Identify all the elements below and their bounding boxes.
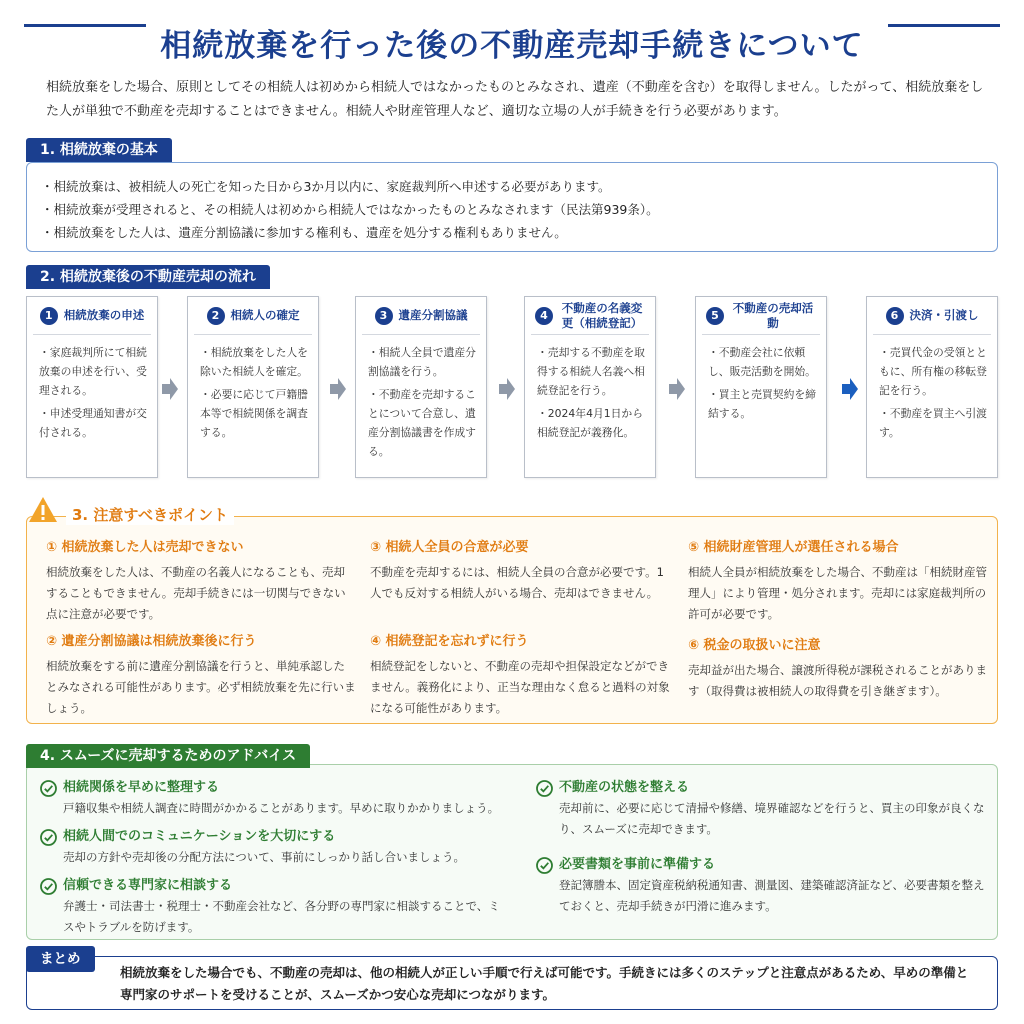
list-item: ・相続放棄をした人は、遺産分割協議に参加する権利も、遺産を処分する権利もありません。 xyxy=(41,225,567,240)
summary-label: まとめ xyxy=(26,946,95,972)
check-circle-icon xyxy=(536,857,553,874)
advice-title: 相続関係を早めに整理する xyxy=(63,780,220,795)
point-heading: ⑤ 相続財産管理人が選任される場合 xyxy=(688,540,899,555)
step-number: 2 xyxy=(207,307,225,325)
advice-body: 戸籍収集や相続人調査に時間がかかることがあります。早めに取りかかりましょう。 xyxy=(63,801,500,815)
point-body: 相続放棄をする前に遺産分割協議を行うと、単純承認したとみなされる可能性があります。必ず相続放棄を先に行いましょう。 xyxy=(46,659,356,715)
advice-heading xyxy=(40,778,510,798)
caution-point-1 xyxy=(46,538,356,625)
advice-item-2 xyxy=(40,827,510,868)
flow-step-1 xyxy=(26,296,158,478)
advice-item-1 xyxy=(40,778,510,819)
check-circle-icon xyxy=(40,878,57,895)
step-header xyxy=(194,297,312,335)
step-line: ・家庭裁判所にて相続放棄の申述を行い、受理される。 xyxy=(39,346,147,397)
caution-point-4 xyxy=(370,632,670,719)
step-line: ・相続放棄をした人を除いた相続人を確定。 xyxy=(200,346,308,378)
point-body: 不動産を売却するには、相続人全員の合意が必要です。1人でも反対する相続人がいる場合、売却はできません。 xyxy=(370,565,664,600)
section1-box xyxy=(26,162,998,252)
step-body xyxy=(525,335,655,442)
advice-item-4 xyxy=(536,778,986,840)
advice-body: 登記簿謄本、固定資産税納税通知書、測量図、建築確認済証など、必要書類を整えておくと、売却手続きが円滑に進みます。 xyxy=(559,878,985,913)
step-body xyxy=(867,335,997,442)
advice-title: 必要書類を事前に準備する xyxy=(559,857,716,872)
step-number: 3 xyxy=(375,307,393,325)
section4-heading: 4. スムーズに売却するためのアドバイス xyxy=(26,744,310,768)
list-item: ・相続放棄は、被相続人の死亡を知った日から3か月以内に、家庭裁判所へ申述する必要があります。 xyxy=(41,179,611,194)
arrow-right-icon xyxy=(499,378,515,400)
section1-list xyxy=(27,163,997,244)
step-title: 遺産分割協議 xyxy=(398,308,468,322)
step-line: ・必要に応じて戸籍謄本等で相続関係を調査する。 xyxy=(200,388,308,439)
step-line: ・不動産を売却することについて合意し、遺産分割協議書を作成する。 xyxy=(368,388,476,458)
step-line: ・2024年4月1日から相続登記が義務化。 xyxy=(537,407,643,439)
step-line: ・買主と売買契約を締結する。 xyxy=(708,388,816,420)
step-number: 1 xyxy=(40,307,58,325)
step-line: ・売買代金の受領とともに、所有権の移転登記を行う。 xyxy=(879,346,987,397)
warning-icon xyxy=(28,496,58,524)
caution-point-6 xyxy=(688,636,988,702)
step-number: 5 xyxy=(706,307,724,325)
step-body xyxy=(27,335,157,442)
step-line: ・売却する不動産を取得する相続人名義へ相続登記を行う。 xyxy=(537,346,645,397)
step-title: 相続人の確定 xyxy=(230,308,300,322)
step-line: ・不動産を買主へ引渡す。 xyxy=(879,407,987,439)
section3-heading: 3. 注意すべきポイント xyxy=(66,504,234,525)
step-number: 6 xyxy=(886,307,904,325)
advice-title: 信頼できる専門家に相談する xyxy=(63,878,233,893)
flow-step-4 xyxy=(524,296,656,478)
advice-title: 不動産の状態を整える xyxy=(559,780,690,795)
point-heading: ⑥ 税金の取扱いに注意 xyxy=(688,638,821,653)
point-heading: ④ 相続登記を忘れずに行う xyxy=(370,634,529,649)
step-line: ・相続人全員で遺産分割協議を行う。 xyxy=(368,346,476,378)
advice-item-3 xyxy=(40,876,510,938)
step-header xyxy=(702,297,820,335)
step-header xyxy=(33,297,151,335)
point-body: 相続放棄をした人は、不動産の名義人になることも、売却することもできません。売却手続きには一切関与できない点に注意が必要です。 xyxy=(46,565,346,621)
point-body: 相続登記をしないと、不動産の売却や担保設定などができません。義務化により、正当な理由なく怠ると過料の対象になる可能性があります。 xyxy=(370,659,670,715)
step-title: 相続放棄の申述 xyxy=(63,308,145,322)
check-circle-icon xyxy=(40,780,57,797)
point-heading: ① 相続放棄した人は売却できない xyxy=(46,540,244,555)
step-number: 4 xyxy=(535,307,553,325)
step-line: ・不動産会社に依頼し、販売活動を開始。 xyxy=(708,346,816,378)
point-body: 売却益が出た場合、譲渡所得税が課税されることがあります（取得費は被相続人の取得費を引き継ぎます）。 xyxy=(688,663,987,698)
caution-point-3 xyxy=(370,538,670,604)
flow-step-2 xyxy=(187,296,319,478)
arrow-right-icon xyxy=(669,378,685,400)
caution-point-5 xyxy=(688,538,988,625)
point-heading: ② 遺産分割協議は相続放棄後に行う xyxy=(46,634,257,649)
title-row xyxy=(0,18,1024,66)
check-circle-icon xyxy=(40,829,57,846)
caution-point-2 xyxy=(46,632,356,719)
point-body: 相続人全員が相続放棄をした場合、不動産は「相続財産管理人」により管理・処分されます。売却には家庭裁判所の許可が必要です。 xyxy=(688,565,987,621)
step-line: ・申述受理通知書が交付される。 xyxy=(39,407,147,439)
advice-body: 売却前に、必要に応じて清掃や修繕、境界確認などを行うと、買主の印象が良くなり、スムーズに売却できます。 xyxy=(559,801,985,836)
step-title: 不動産の売却活動 xyxy=(732,300,814,330)
advice-heading xyxy=(40,827,510,847)
step-header xyxy=(873,297,991,335)
flow-step-5 xyxy=(695,296,827,478)
step-header xyxy=(362,297,480,335)
advice-item-5 xyxy=(536,855,986,917)
section1-heading: 1. 相続放棄の基本 xyxy=(26,138,172,162)
page-title: 相続放棄を行った後の不動産売却手続きについて xyxy=(160,27,864,64)
arrow-right-icon xyxy=(330,378,346,400)
arrow-right-icon xyxy=(842,378,858,400)
step-header xyxy=(531,297,649,335)
advice-body: 売却の方針や売却後の分配方法について、事前にしっかり話し合いましょう。 xyxy=(63,850,466,864)
advice-heading xyxy=(536,855,986,875)
intro-paragraph: 相続放棄をした場合、原則としてその相続人は初めから相続人ではなかったものとみなされ、遺産（不動産を含む）を取得しません。したがって、相続放棄をした人が単独で不動産を売却することはできません。相続人や財産管理人など、適切な立場の人が手続きを行う必要があります。 xyxy=(46,80,984,119)
list-item: ・相続放棄が受理されると、その相続人は初めから相続人ではなかったものとみなされます（民法第939条）。 xyxy=(41,202,659,217)
point-heading: ③ 相続人全員の合意が必要 xyxy=(370,540,529,555)
step-title: 決済・引渡し xyxy=(909,308,979,322)
advice-body: 弁護士・司法書士・税理士・不動産会社など、各分野の専門家に相談することで、ミスやトラブルを防げます。 xyxy=(63,899,500,934)
step-body xyxy=(188,335,318,442)
advice-heading xyxy=(536,778,986,798)
advice-heading xyxy=(40,876,510,896)
section2-heading: 2. 相続放棄後の不動産売却の流れ xyxy=(26,265,270,289)
step-title: 不動産の名義変更（相続登記） xyxy=(561,300,643,330)
flow-step-3 xyxy=(355,296,487,478)
advice-title: 相続人間でのコミュニケーションを大切にする xyxy=(63,829,336,844)
check-circle-icon xyxy=(536,780,553,797)
summary-text: 相続放棄をした場合でも、不動産の売却は、他の相続人が正しい手順で行えば可能です。手続きには多くのステップと注意点があるため、早めの準備と専門家のサポートを受けることが、スムーズかつ安心な売却につながります。 xyxy=(120,965,969,1002)
step-body xyxy=(696,335,826,423)
step-body xyxy=(356,335,486,461)
flow-step-6 xyxy=(866,296,998,478)
arrow-right-icon xyxy=(162,378,178,400)
